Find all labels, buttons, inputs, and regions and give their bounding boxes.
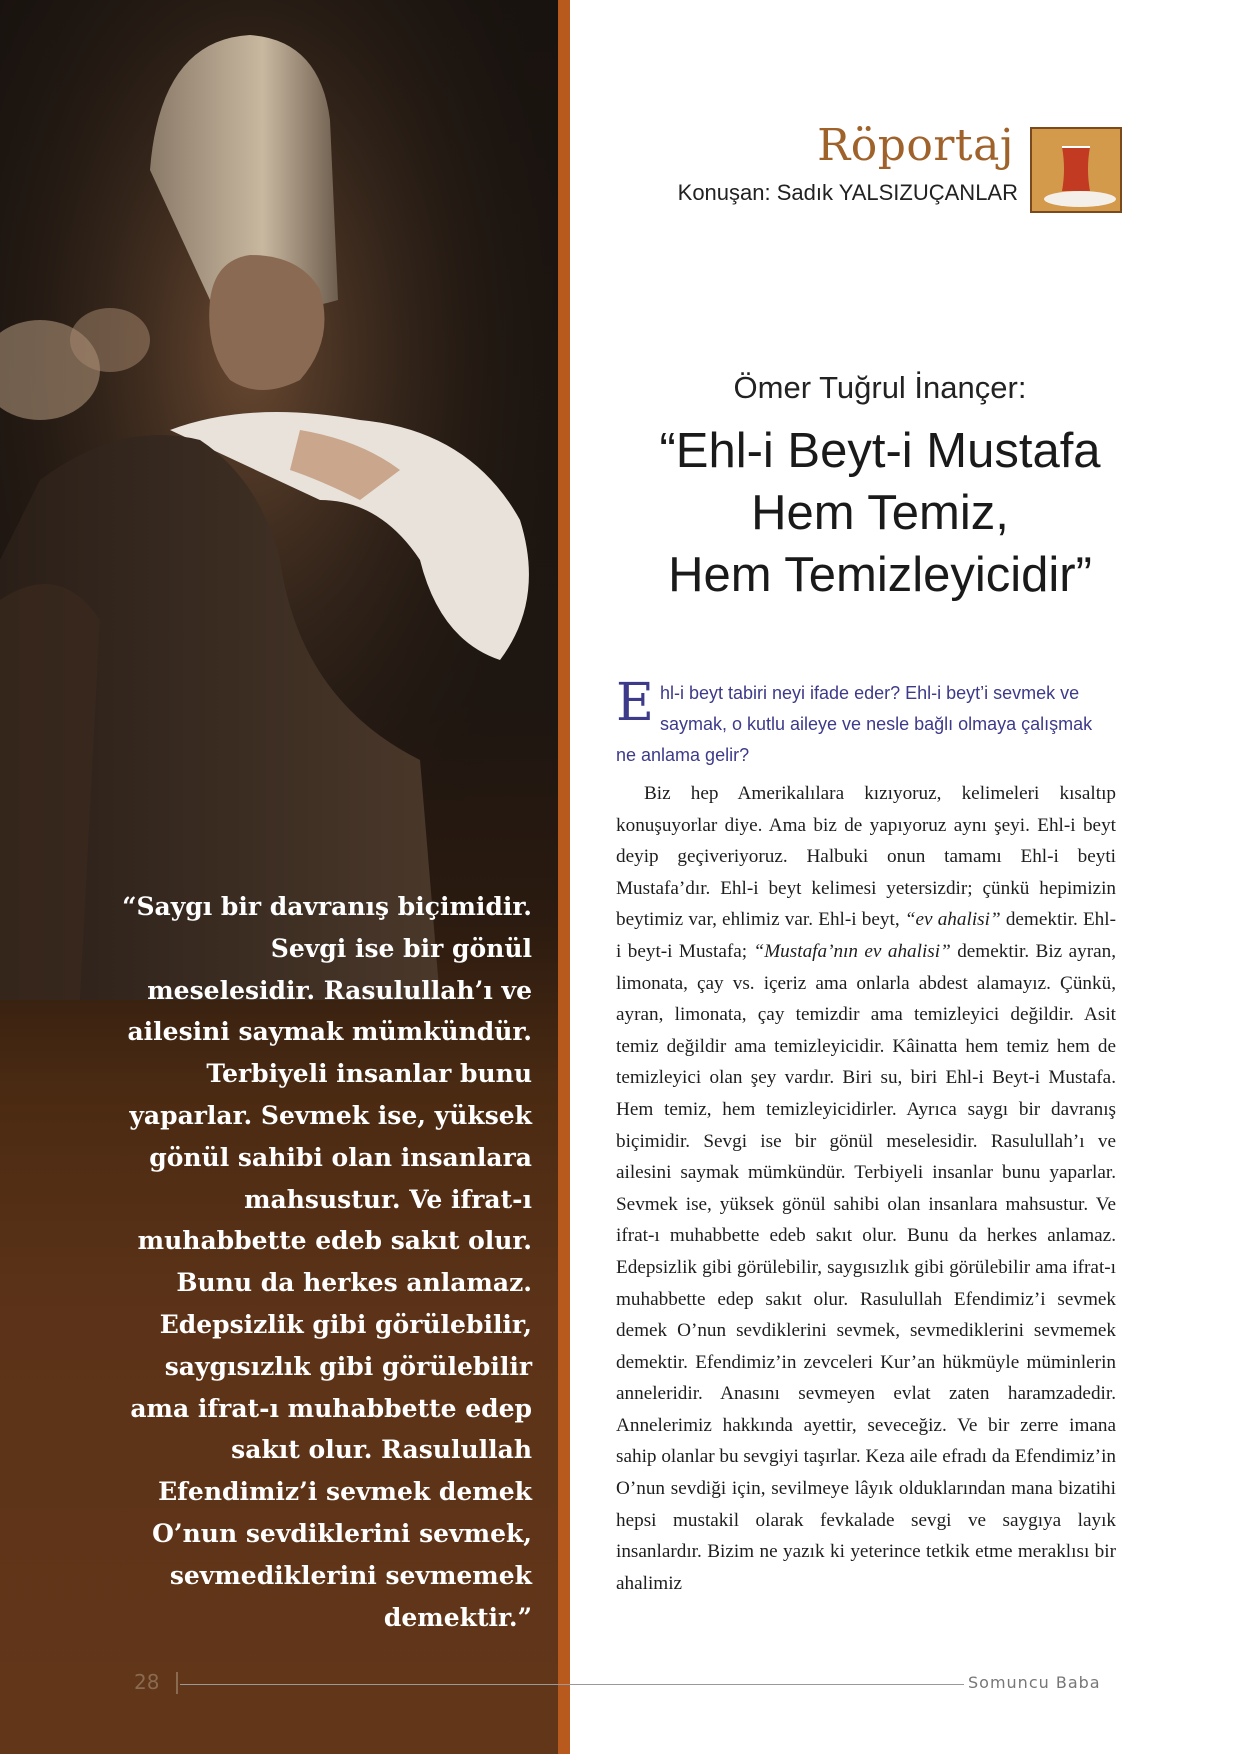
body-part-1: Biz hep Amerikalılara kızıyoruz, kelimeleri kısaltıp konuşuyorlar diye. Ama biz de yapıyoruz aynı şeyi. Ehl-i beyt deyip geçiveriyoruz. Halbuki onun tamamı Ehl-i beyti Mustafa’dır. Ehl-i beyt kelimesi yetersizdir; çünkü hepimizin beytimiz var, ehlimiz var. Ehl-i beyt,	[616, 783, 1116, 931]
body-part-3: demektir. Biz ayran, limonata, çay vs. içeriz ama onlarla abdest alamayız. Çünkü, ayran, limonata, çay temizdir ama temizleyici değildir. Asit temiz değildir ama temizleyicidir. Kâinatta hem temiz hem de temizleyici olan şey vardır. Biri su, biri Ehl-i Beyt-i Mustafa. Hem temiz, hem temizleyicidirler. Ayrıca saygı bir davranış biçimidir. Sevgi ise bir gönül meselesidir. Rasulullah’ı ve ailesini saymak mümkündür. Terbiyeli insanlar bunu yaparlar. Sevmek ise, yüksek gönül sahibi olan insanlara mahsustur. Ve ifrat-ı muhabbette edeb sakıt olur. Bunu da herkes anlamaz. Edepsizlik gibi görülebilir, saygısızlık gibi görülebilir ama ifrat-ı muhabbette edep sakıt olur. Rasulullah Efendimiz’i sevmek demek O’nun sevdiklerini sevmek, sevmediklerini sevmemek demektir. Efendimiz’in zevceleri Kur’an hükmüyle müminlerin anneleridir. Anasını sevmeyen evlat zaten haramzadedir. Annelerimiz hakkında ayettir, seveceğiz. Ve bir zerre imana sahip olanlar bu sevgiyi taşırlar. Keza aile efradı da Efendimiz’in O’nun sevdiği için, sevilmeye lâyık olduklarından mana bizatihi hepsi mustakil olarak fevkalade sevgi ve saygıya layık insanlardır. Bizim ne yazık ki yeterince tetkik etme meraklısı bir ahalimiz	[616, 940, 1116, 1594]
interviewee-name: Ömer Tuğrul İnançer:	[733, 370, 1027, 405]
interview-question	[616, 673, 1116, 771]
body-part-2: demektir. Ehl-i beyt-i Mustafa;	[616, 909, 1116, 962]
photo-panel	[0, 0, 558, 1754]
page-number-tick	[176, 1672, 178, 1694]
section-title: Röportaj	[817, 120, 1014, 171]
body-emphasis-2: “Mustafa’nın ev ahalisi”	[753, 940, 951, 962]
article-headline	[600, 420, 1160, 606]
question-text: hl-i beyt tabiri neyi ifade eder? Ehl-i beyt’i sevmek ve saymak, o kutlu aileye ve nesle bağlı olmaya çalışmak ne anlama gelir?	[616, 683, 1093, 765]
accent-divider	[558, 0, 570, 1754]
body-emphasis-1: “ev ahalisi”	[904, 909, 1001, 931]
answer-body	[616, 778, 1116, 1599]
dervish-photo	[0, 0, 558, 1000]
page-number: 28	[134, 1670, 160, 1694]
magazine-name: Somuncu Baba	[968, 1673, 1101, 1692]
footer-rule	[180, 1684, 964, 1685]
byline: Konuşan: Sadık YALSIZUÇANLAR	[677, 180, 1018, 205]
tea-glass-icon	[1032, 129, 1120, 211]
headline-line-3: Hem Temizleyicidir”	[668, 548, 1092, 602]
headline-line-1: “Ehl-i Beyt-i Mustafa	[659, 424, 1101, 478]
headline-line-2: Hem Temiz,	[751, 486, 1009, 540]
tea-glass-thumbnail	[1030, 127, 1122, 213]
drop-cap: E	[616, 673, 654, 733]
pull-quote: “Saygı bir davranış biçimidir. Sevgi ise bir gönül meselesidir. Rasulullah’ı ve ailesini saymak mümkündür. Terbiyeli insanlar bunu yaparlar. Sevmek ise, yüksek gönül sahibi olan insanlara mahsustur. Ve ifrat-ı muhabbette edeb sakıt olur. Bunu da herkes anlamaz. Edepsizlik gibi görülebilir, saygısızlık gibi görülebilir ama ifrat-ı muhabbette edep sakıt olur. Rasulullah Efendimiz’i sevmek demek O’nun sevdiklerini sevmek, sevmediklerini sevmemek demektir.”	[122, 892, 532, 1632]
